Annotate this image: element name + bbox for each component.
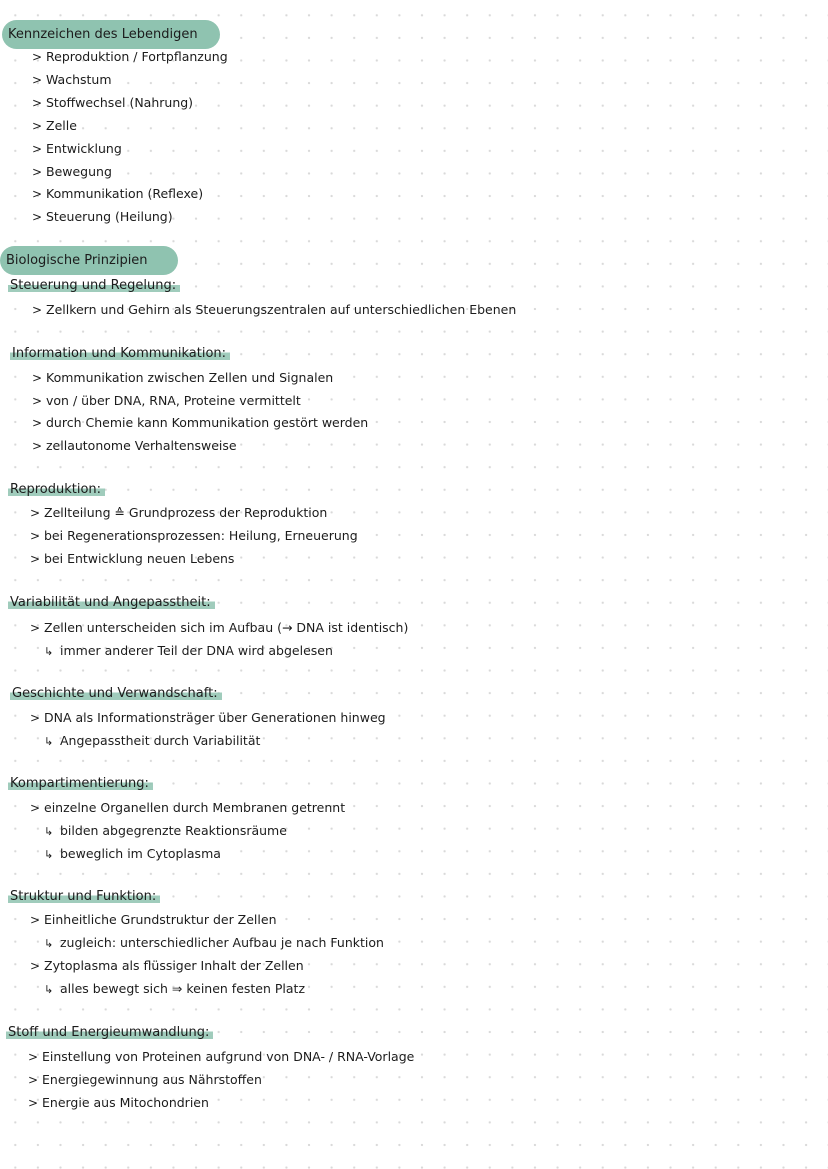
bullet-marker: > bbox=[32, 165, 43, 179]
bullet-marker: > bbox=[32, 50, 43, 64]
kennzeichen-item: > Stoffwechsel (Nahrung) bbox=[32, 95, 194, 110]
section-line: > zellautonome Verhaltensweise bbox=[32, 438, 237, 453]
bullet-marker: > bbox=[32, 210, 43, 224]
kennzeichen-item: > Wachstum bbox=[32, 72, 112, 87]
kennzeichen-item: > Kommunikation (Reflexe) bbox=[32, 186, 204, 201]
section-line: > Energie aus Mitochondrien bbox=[28, 1095, 209, 1110]
section-subline: ↳ alles bewegt sich ⇒ keinen festen Platz bbox=[44, 981, 306, 996]
section-line: > bei Regenerationsprozessen: Heilung, Erneuerung bbox=[30, 528, 358, 543]
bullet-marker: > bbox=[32, 96, 43, 110]
section-subline: ↳ zugleich: unterschiedlicher Aufbau je nach Funktion bbox=[44, 935, 384, 950]
section-line: > Einstellung von Proteinen aufgrund von DNA- / RNA-Vorlage bbox=[28, 1049, 415, 1064]
bullet-marker: > bbox=[30, 711, 41, 725]
section-line: > einzelne Organellen durch Membranen getrennt bbox=[30, 800, 346, 815]
bullet-marker: > bbox=[32, 371, 43, 385]
sub-arrow-marker: ↳ bbox=[44, 645, 54, 658]
sub-arrow-marker: ↳ bbox=[44, 937, 54, 950]
kennzeichen-item: > Steuerung (Heilung) bbox=[32, 209, 173, 224]
title-kennzeichen-text: Kennzeichen des Lebendigen bbox=[8, 27, 198, 42]
bullet-marker: > bbox=[28, 1073, 39, 1087]
title-prinzipien bbox=[0, 246, 178, 275]
bullet-marker: > bbox=[30, 959, 41, 973]
section-heading: Struktur und Funktion: bbox=[8, 889, 160, 905]
bullet-marker: > bbox=[32, 73, 43, 87]
title-prinzipien-text: Biologische Prinzipien bbox=[6, 253, 148, 268]
section-subline: ↳ Angepasstheit durch Variabilität bbox=[44, 733, 261, 748]
sub-arrow-marker: ↳ bbox=[44, 735, 54, 748]
section-heading: Stoff und Energieumwandlung: bbox=[6, 1025, 213, 1041]
sub-arrow-marker: ↳ bbox=[44, 848, 54, 861]
bullet-marker: > bbox=[32, 119, 43, 133]
section-heading: Information und Kommunikation: bbox=[10, 346, 230, 362]
section-line: > Zytoplasma als flüssiger Inhalt der Zellen bbox=[30, 958, 304, 973]
section-line: > Zellteilung ≙ Grundprozess der Reproduktion bbox=[30, 505, 328, 520]
section-line: > durch Chemie kann Kommunikation gestört werden bbox=[32, 415, 369, 430]
kennzeichen-item: > Entwicklung bbox=[32, 141, 122, 156]
section-heading: Reproduktion: bbox=[8, 482, 105, 498]
bullet-marker: > bbox=[32, 439, 43, 453]
kennzeichen-item: > Bewegung bbox=[32, 164, 112, 179]
section-line: > von / über DNA, RNA, Proteine vermittelt bbox=[32, 393, 301, 408]
bullet-marker: > bbox=[32, 416, 43, 430]
title-kennzeichen bbox=[2, 20, 220, 49]
bullet-marker: > bbox=[30, 529, 41, 543]
bullet-marker: > bbox=[32, 187, 43, 201]
section-line: > Zellkern und Gehirn als Steuerungszentralen auf unterschiedlichen Ebenen bbox=[32, 302, 517, 317]
bullet-marker: > bbox=[30, 801, 41, 815]
section-heading: Steuerung und Regelung: bbox=[8, 278, 180, 294]
sub-arrow-marker: ↳ bbox=[44, 825, 54, 838]
section-line: > Energiegewinnung aus Nährstoffen bbox=[28, 1072, 262, 1087]
bullet-marker: > bbox=[30, 552, 41, 566]
section-line: > bei Entwicklung neuen Lebens bbox=[30, 551, 235, 566]
kennzeichen-item: > Reproduktion / Fortpflanzung bbox=[32, 49, 228, 64]
section-line: > DNA als Informationsträger über Generationen hinweg bbox=[30, 710, 386, 725]
kennzeichen-item: > Zelle bbox=[32, 118, 77, 133]
section-line: > Kommunikation zwischen Zellen und Signalen bbox=[32, 370, 334, 385]
bullet-marker: > bbox=[30, 913, 41, 927]
bullet-marker: > bbox=[32, 142, 43, 156]
section-subline: ↳ beweglich im Cytoplasma bbox=[44, 846, 221, 861]
section-line: > Zellen unterscheiden sich im Aufbau (→ DNA ist identisch) bbox=[30, 620, 409, 635]
bullet-marker: > bbox=[28, 1050, 39, 1064]
section-heading: Kompartimentierung: bbox=[8, 776, 153, 792]
bullet-marker: > bbox=[32, 303, 43, 317]
sub-arrow-marker: ↳ bbox=[44, 983, 54, 996]
bullet-marker: > bbox=[32, 394, 43, 408]
bullet-marker: > bbox=[30, 506, 41, 520]
section-heading: Geschichte und Verwandschaft: bbox=[10, 686, 222, 702]
section-heading: Variabilität und Angepasstheit: bbox=[8, 595, 215, 611]
section-subline: ↳ bilden abgegrenzte Reaktionsräume bbox=[44, 823, 287, 838]
section-line: > Einheitliche Grundstruktur der Zellen bbox=[30, 912, 277, 927]
bullet-marker: > bbox=[28, 1096, 39, 1110]
section-subline: ↳ immer anderer Teil der DNA wird abgelesen bbox=[44, 643, 333, 658]
bullet-marker: > bbox=[30, 621, 41, 635]
